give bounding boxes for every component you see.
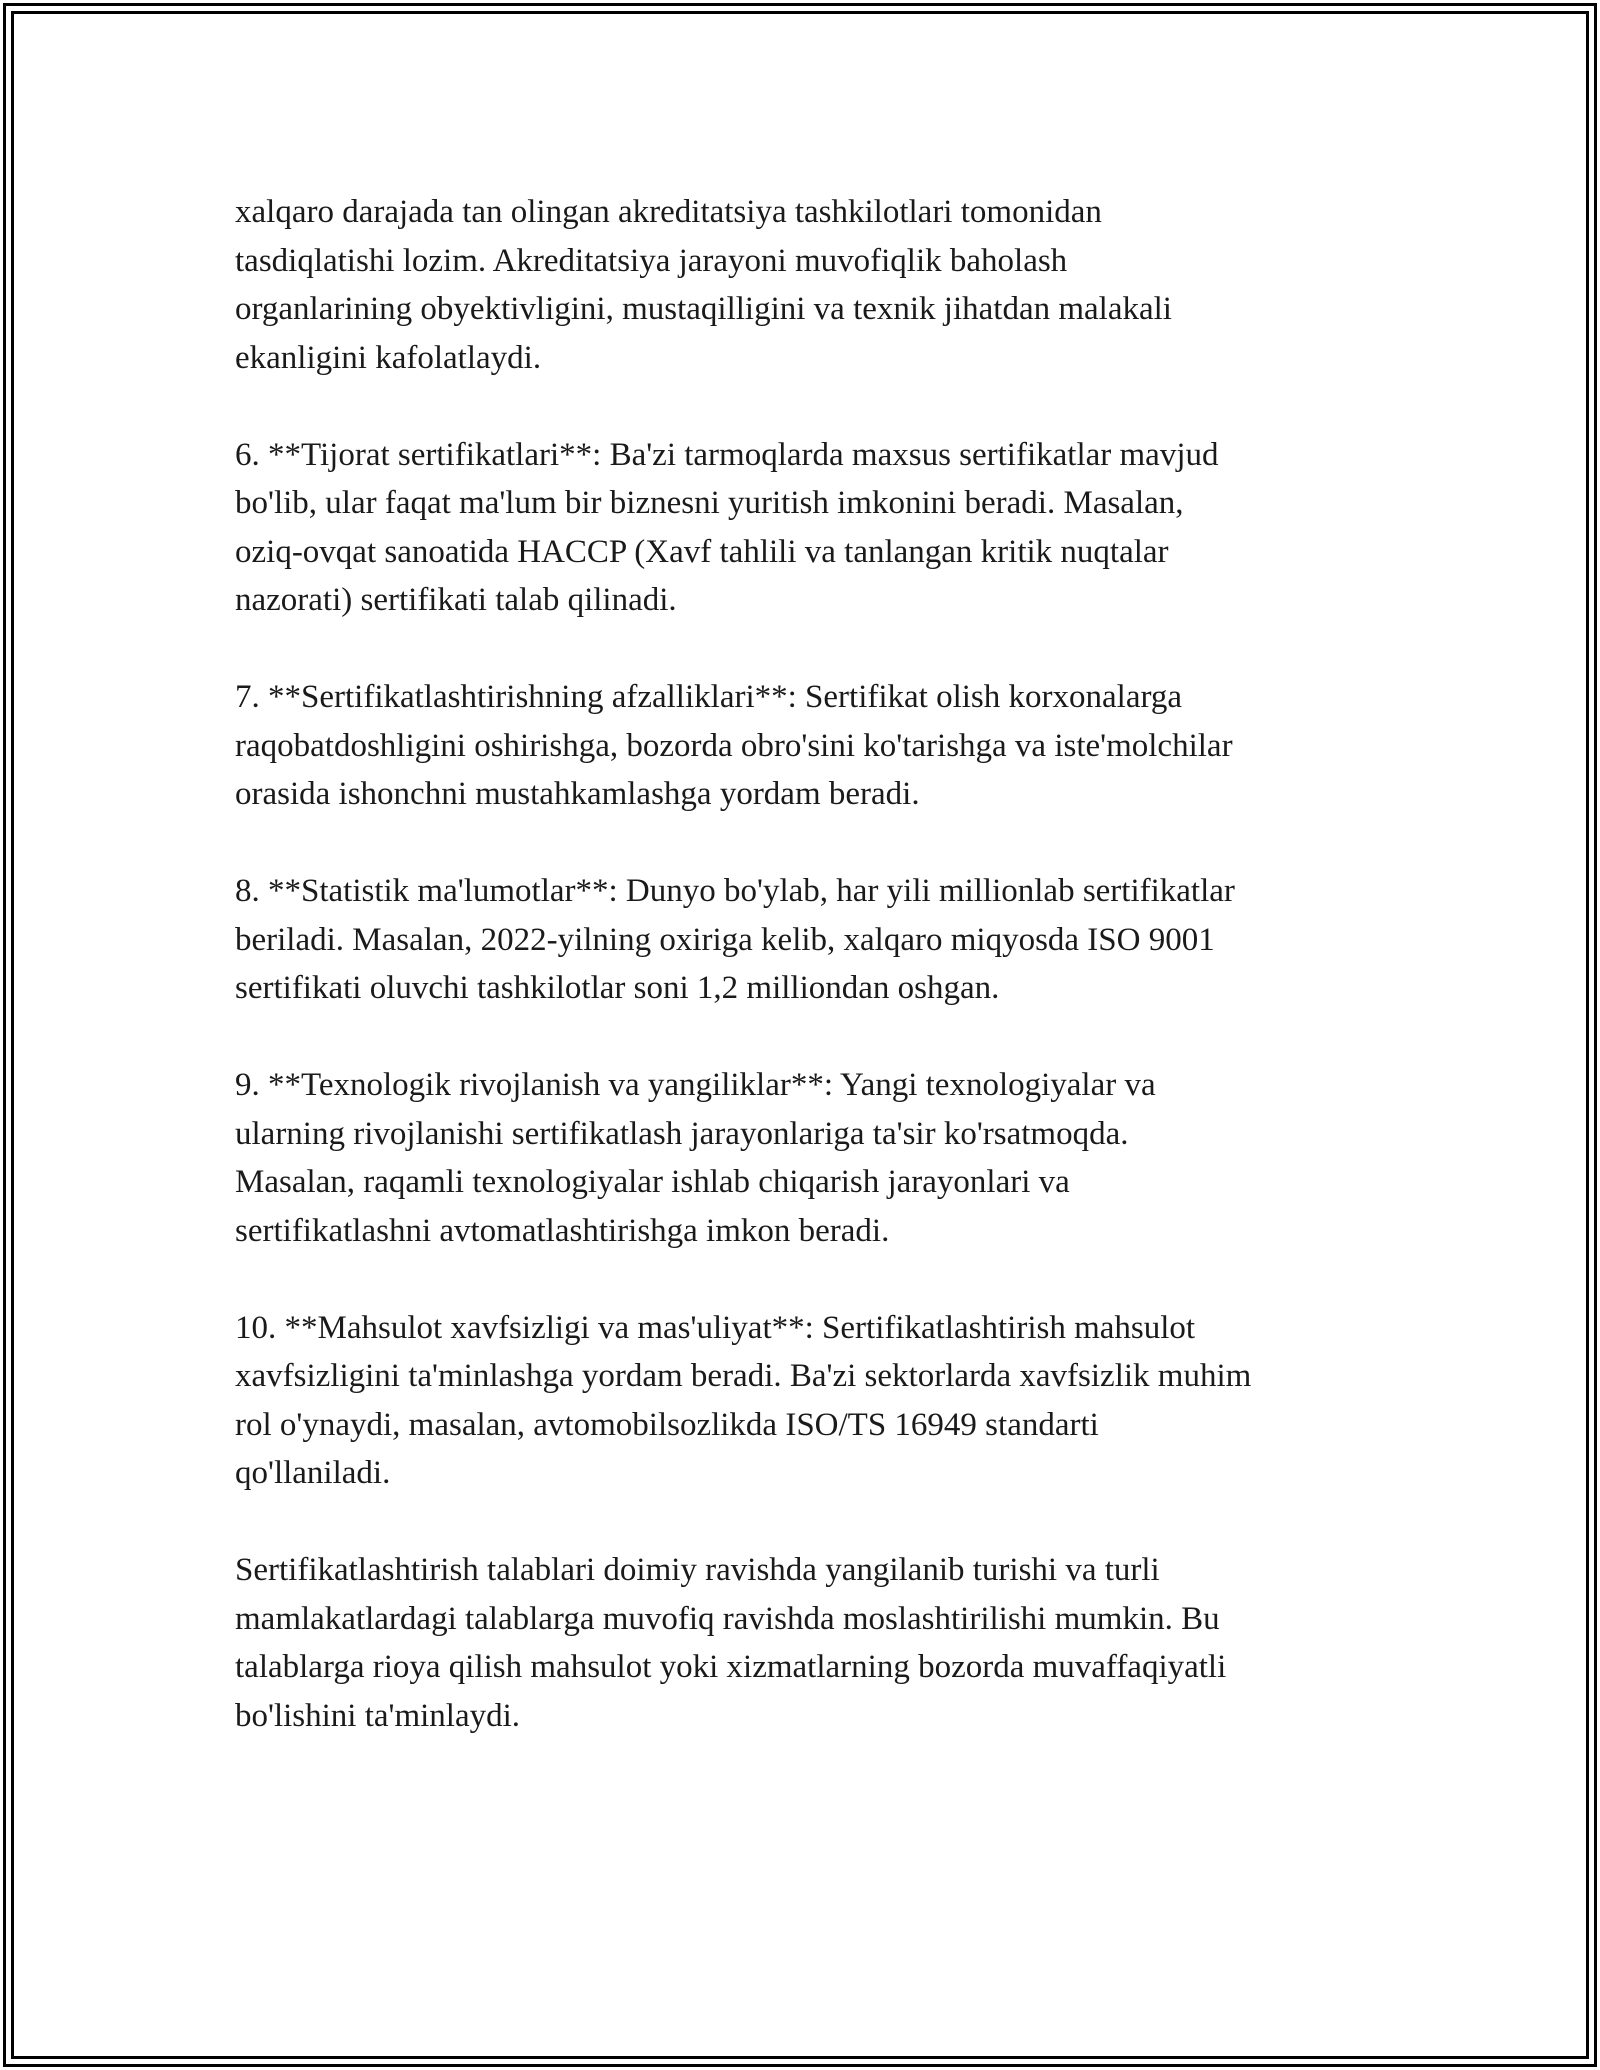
paragraph-item-9: 9. **Texnologik rivojlanish va yangiliklar**: Yangi texnologiyalar va ularning rivojlanishi sertifikatlash jarayonlariga ta'sir ko'rsatmoqda. Masalan, raqamli texnologiyalar ishlab chiqarish jarayonlari va sertifikatlashni avtomatlashtirishga imkon beradi.: [235, 1067, 1156, 1249]
paragraph-item-10: 10. **Mahsulot xavfsizligi va mas'uliyat**: Sertifikatlashtirish mahsulot xavfsizligini ta'minlashga yordam beradi. Ba'zi sektorlarda xavfsizlik muhim rol o'ynaydi, masalan, avtomobilsozlikda ISO/TS 16949 standarti qo'llaniladi.: [235, 1309, 1252, 1491]
paragraph-conclusion: Sertifikatlashtirish talablari doimiy ravishda yangilanib turishi va turli mamlakatlardagi talablarga muvofiq ravishda moslashtirilishi mumkin. Bu talablarga rioya qilish mahsulot yoki xizmatlarning bozorda muvaffaqiyatli bo'lishini ta'minlaydi.: [235, 1552, 1227, 1734]
paragraph-item-6: 6. **Tijorat sertifikatlari**: Ba'zi tarmoqlarda maxsus sertifikatlar mavjud bo'lib, ular faqat ma'lum bir biznesni yuritish imkonini beradi. Masalan, oziq-ovqat sanoatida HACCP (Xavf tahlili va tanlangan kritik nuqtalar nazorati) sertifikati talab qilinadi.: [235, 436, 1219, 618]
paragraph-item-8: 8. **Statistik ma'lumotlar**: Dunyo bo'ylab, har yili millionlab sertifikatlar beriladi. Masalan, 2022-yilning oxiriga kelib, xalqaro miqyosda ISO 9001 sertifikati oluvchi tashkilotlar soni 1,2 milliondan oshgan.: [235, 873, 1235, 1006]
document-body: [235, 188, 1380, 1789]
paragraph-item-7: 7. **Sertifikatlashtirishning afzalliklari**: Sertifikat olish korxonalarga raqobatdoshligini oshirishga, bozorda obro'sini ko'tarishga va iste'molchilar orasida ishonchni mustahkamlashga yordam beradi.: [235, 679, 1233, 812]
paragraph-accreditation: xalqaro darajada tan olingan akreditatsiya tashkilotlari tomonidan tasdiqlatishi lozim. Akreditatsiya jarayoni muvofiqlik baholash organlarining obyektivligini, mustaqilligini va texnik jihatdan malakali ekanligini kafolatlaydi.: [235, 194, 1172, 376]
